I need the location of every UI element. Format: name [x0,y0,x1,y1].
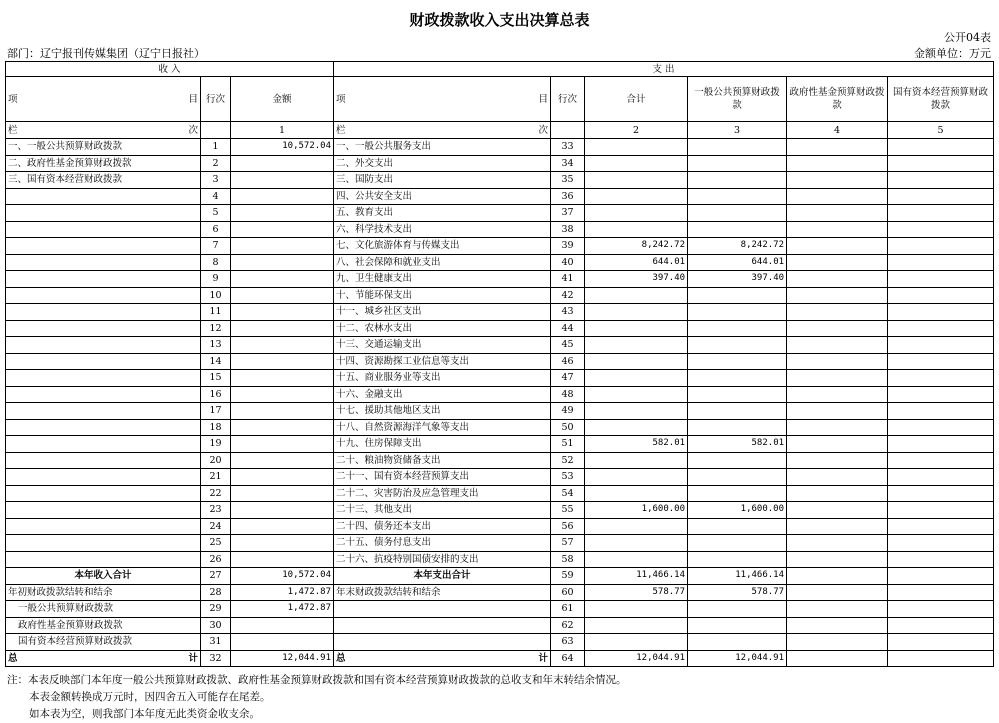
cell-in-item: 三、国有资本经营财政拨款 [6,172,201,189]
cell-state [888,139,994,156]
table-row [6,353,994,370]
cell-ex-item: 二、外交支出 [334,155,551,172]
cell-state [888,485,994,502]
income-amount-header: 金额 [231,77,334,122]
cell-in-item [6,337,201,354]
cell-state [888,502,994,519]
cell-gov [787,271,888,288]
cell-in-amt [231,403,334,420]
cell-in-line: 26 [201,551,231,568]
cell-gov [787,370,888,387]
cell-in-item: 二、政府性基金预算财政拨款 [6,155,201,172]
cell-state [888,188,994,205]
cell-gov [787,502,888,519]
carryover-general-row: 一般公共预算财政拨款 29 1,472.87 61 [6,601,994,618]
cell-gov [787,221,888,238]
cell-ex-line: 48 [551,386,585,403]
cell-ex-line: 34 [551,155,585,172]
cell-in-line: 14 [201,353,231,370]
cell-state [888,221,994,238]
cell-gov [787,419,888,436]
cell-gen: 1,600.00 [688,502,787,519]
cell-in-amt [231,205,334,222]
cell-gen [688,320,787,337]
form-number: 公开04表 [944,31,991,44]
cell-in-item [6,370,201,387]
cell-total [585,304,688,321]
cell-gen [688,139,787,156]
income-header: 收 入 [6,62,334,77]
cell-ex-line: 42 [551,287,585,304]
cell-in-line: 7 [201,238,231,255]
cell-in-amt [231,304,334,321]
cell-in-line: 3 [201,172,231,189]
cell-total [585,452,688,469]
carryover-govfund-row: 政府性基金预算财政拨款 30 62 [6,617,994,634]
cell-total: 1,600.00 [585,502,688,519]
cell-ex-line: 53 [551,469,585,486]
cell-in-amt [231,370,334,387]
cell-state [888,436,994,453]
cell-in-amt [231,238,334,255]
cell-gen [688,419,787,436]
cell-gen [688,221,787,238]
cell-in-item [6,254,201,271]
cell-ex-line: 58 [551,551,585,568]
cell-ex-line: 54 [551,485,585,502]
carryover-state-row: 国有资本经营预算财政拨款 31 63 [6,634,994,651]
table-row [6,155,994,172]
cell-total [585,535,688,552]
header-section-row [6,62,994,77]
expense-line-header: 行次 [551,77,585,122]
department-label: 部门：辽宁报刊传媒集团（辽宁日报社） [7,47,205,60]
cell-state [888,403,994,420]
cell-state [888,287,994,304]
cell-ex-item: 三、国防支出 [334,172,551,189]
table-row [6,320,994,337]
cell-state [888,353,994,370]
cell-ex-line: 55 [551,502,585,519]
cell-ex-item: 二十、粮油物资储备支出 [334,452,551,469]
cell-state [888,419,994,436]
table-row [6,469,994,486]
cell-in-amt [231,551,334,568]
cell-ex-item: 二十五、债务付息支出 [334,535,551,552]
cell-gen [688,304,787,321]
cell-in-line: 22 [201,485,231,502]
cell-gen [688,551,787,568]
cell-in-amt [231,221,334,238]
cell-in-amt [231,502,334,519]
cell-gen [688,287,787,304]
cell-in-line: 20 [201,452,231,469]
amount-unit-label: 金额单位：万元 [914,47,991,60]
cell-in-amt: 10,572.04 [231,139,334,156]
cell-state [888,271,994,288]
cell-gov [787,155,888,172]
table-row [6,551,994,568]
table-row [6,238,994,255]
cell-in-line: 4 [201,188,231,205]
cell-gov [787,452,888,469]
table-row [6,304,994,321]
cell-in-line: 5 [201,205,231,222]
cell-state [888,155,994,172]
cell-ex-item: 六、科学技术支出 [334,221,551,238]
cell-total [585,337,688,354]
cell-gov [787,320,888,337]
cell-total: 8,242.72 [585,238,688,255]
table-row [6,205,994,222]
cell-gov [787,287,888,304]
cell-ex-line: 41 [551,271,585,288]
cell-total [585,155,688,172]
cell-total [585,221,688,238]
table-row [6,254,994,271]
cell-state [888,205,994,222]
cell-state [888,320,994,337]
cell-in-amt [231,320,334,337]
cell-in-item [6,518,201,535]
cell-ex-item: 十三、交通运输支出 [334,337,551,354]
cell-ex-line: 47 [551,370,585,387]
cell-in-line: 13 [201,337,231,354]
cell-in-amt [231,271,334,288]
cell-gov [787,436,888,453]
cell-ex-item: 二十一、国有资本经营预算支出 [334,469,551,486]
cell-gov [787,139,888,156]
expense-header: 支 出 [334,62,994,77]
cell-total [585,205,688,222]
general-budget-header: 一般公共预算财政拨款 [688,77,787,122]
cell-gen [688,205,787,222]
cell-state [888,172,994,189]
table-row [6,403,994,420]
cell-gov [787,403,888,420]
cell-in-line: 6 [201,221,231,238]
year-total-row: 本年收入合计 27 10,572.04 本年支出合计 59 11,466.14 11,466.14 [6,568,994,585]
cell-state [888,386,994,403]
cell-state [888,469,994,486]
cell-in-amt [231,188,334,205]
cell-gen: 582.01 [688,436,787,453]
cell-in-amt [231,337,334,354]
cell-total: 644.01 [585,254,688,271]
cell-state [888,254,994,271]
cell-in-amt [231,452,334,469]
cell-in-amt [231,436,334,453]
table-row [6,485,994,502]
cell-in-amt [231,535,334,552]
cell-gov [787,386,888,403]
note-line-1: 注：本表反映部门本年度一般公共预算财政拨款、政府性基金预算财政拨款和国有资本经营预算财政拨款的总收支和年末转结余情况。 [7,674,627,686]
cell-ex-item: 十一、城乡社区支出 [334,304,551,321]
cell-gov [787,172,888,189]
cell-total: 397.40 [585,271,688,288]
cell-ex-item: 八、社会保障和就业支出 [334,254,551,271]
cell-ex-item: 十二、农林水支出 [334,320,551,337]
cell-in-line: 21 [201,469,231,486]
cell-gen [688,353,787,370]
cell-in-line: 24 [201,518,231,535]
table-row [6,436,994,453]
table-row [6,172,994,189]
cell-total [585,386,688,403]
cell-in-amt [231,155,334,172]
cell-state [888,337,994,354]
cell-gen [688,337,787,354]
note-line-2: 本表金额转换成万元时，因四舍五入可能存在尾差。 [29,691,271,703]
table-row [6,535,994,552]
cell-state [888,535,994,552]
cell-in-item [6,304,201,321]
cell-gov [787,485,888,502]
cell-in-line: 16 [201,386,231,403]
cell-ex-line: 35 [551,172,585,189]
cell-gen [688,188,787,205]
cell-ex-line: 51 [551,436,585,453]
cell-gen [688,386,787,403]
cell-ex-line: 36 [551,188,585,205]
cell-ex-line: 52 [551,452,585,469]
cell-in-amt [231,353,334,370]
cell-total [585,287,688,304]
cell-in-item [6,205,201,222]
cell-total [585,551,688,568]
cell-gen [688,172,787,189]
cell-gen [688,370,787,387]
cell-total [585,485,688,502]
cell-gen [688,535,787,552]
cell-in-amt [231,469,334,486]
cell-total [585,518,688,535]
cell-gov [787,238,888,255]
cell-ex-item: 九、卫生健康支出 [334,271,551,288]
header-column-row [6,77,994,122]
cell-in-item [6,320,201,337]
income-item-header: 项 目 [6,77,201,122]
cell-gov [787,353,888,370]
note-line-3: 如本表为空，则我部门本年度无此类资金收支余。 [29,708,260,720]
cell-in-line: 9 [201,271,231,288]
cell-gov [787,337,888,354]
cell-gen [688,452,787,469]
cell-total [585,370,688,387]
table-row [6,287,994,304]
table-row [6,386,994,403]
cell-ex-item: 二十二、灾害防治及应急管理支出 [334,485,551,502]
cell-in-line: 18 [201,419,231,436]
cell-ex-line: 39 [551,238,585,255]
table-row [6,370,994,387]
table-row [6,452,994,469]
income-line-header: 行次 [201,77,231,122]
cell-in-item [6,469,201,486]
cell-in-item [6,452,201,469]
cell-in-item [6,188,201,205]
cell-in-item [6,287,201,304]
cell-total [585,139,688,156]
cell-in-item [6,221,201,238]
cell-in-item [6,386,201,403]
cell-in-amt [231,386,334,403]
cell-in-line: 11 [201,304,231,321]
cell-in-line: 12 [201,320,231,337]
cell-in-line: 23 [201,502,231,519]
cell-total [585,469,688,486]
cell-gov [787,518,888,535]
table-row [6,139,994,156]
cell-in-amt [231,172,334,189]
table-row [6,419,994,436]
fiscal-summary-table [5,61,994,667]
table-row [6,337,994,354]
cell-gov [787,254,888,271]
cell-ex-line: 33 [551,139,585,156]
table-row [6,502,994,519]
cell-in-line: 25 [201,535,231,552]
cell-in-amt [231,419,334,436]
cell-in-item [6,419,201,436]
cell-state [888,518,994,535]
footnotes [7,672,627,723]
cell-ex-item: 十九、住房保障支出 [334,436,551,453]
cell-ex-line: 56 [551,518,585,535]
cell-state [888,304,994,321]
cell-in-line: 2 [201,155,231,172]
cell-in-item [6,485,201,502]
cell-gen: 8,242.72 [688,238,787,255]
cell-gen: 644.01 [688,254,787,271]
cell-ex-item: 十六、金融支出 [334,386,551,403]
cell-ex-line: 40 [551,254,585,271]
cell-ex-item: 十五、商业服务业等支出 [334,370,551,387]
cell-in-amt [231,254,334,271]
cell-ex-line: 44 [551,320,585,337]
table-row [6,188,994,205]
cell-in-item [6,502,201,519]
cell-ex-item: 七、文化旅游体育与传媒支出 [334,238,551,255]
cell-total [585,320,688,337]
cell-gen [688,155,787,172]
cell-ex-line: 46 [551,353,585,370]
cell-ex-item: 十七、援助其他地区支出 [334,403,551,420]
cell-in-line: 8 [201,254,231,271]
cell-gov [787,551,888,568]
cell-ex-item: 二十六、抗疫特别国债安排的支出 [334,551,551,568]
cell-in-item [6,535,201,552]
cell-ex-line: 45 [551,337,585,354]
table-row [6,221,994,238]
cell-state [888,452,994,469]
cell-ex-item: 二十四、债务还本支出 [334,518,551,535]
cell-in-item [6,436,201,453]
header-index-row: 栏 次 1 栏 次 2 3 4 5 [6,122,994,139]
cell-total [585,172,688,189]
cell-gen [688,518,787,535]
cell-gen [688,469,787,486]
cell-gov [787,535,888,552]
cell-in-line: 10 [201,287,231,304]
cell-total: 582.01 [585,436,688,453]
page-title: 财政拨款收入支出决算总表 [409,11,590,29]
cell-gov [787,304,888,321]
cell-gov [787,469,888,486]
cell-in-item: 一、一般公共预算财政拨款 [6,139,201,156]
cell-in-item [6,551,201,568]
cell-ex-item: 一、一般公共服务支出 [334,139,551,156]
cell-in-line: 17 [201,403,231,420]
cell-ex-item: 四、公共安全支出 [334,188,551,205]
cell-in-item [6,238,201,255]
state-capital-header: 国有资本经营预算财政拨款 [888,77,994,122]
cell-in-amt [231,287,334,304]
cell-in-line: 15 [201,370,231,387]
cell-ex-line: 50 [551,419,585,436]
cell-ex-item: 十八、自然资源海洋气象等支出 [334,419,551,436]
cell-in-line: 1 [201,139,231,156]
cell-gen: 397.40 [688,271,787,288]
cell-in-amt [231,485,334,502]
cell-ex-line: 49 [551,403,585,420]
cell-ex-item: 五、教育支出 [334,205,551,222]
cell-ex-line: 43 [551,304,585,321]
cell-ex-line: 37 [551,205,585,222]
cell-total [585,403,688,420]
cell-gov [787,188,888,205]
cell-in-line: 19 [201,436,231,453]
table-row [6,518,994,535]
cell-in-item [6,353,201,370]
cell-state [888,238,994,255]
cell-in-amt [231,518,334,535]
cell-total [585,353,688,370]
cell-in-item [6,403,201,420]
grand-total-row: 总 计 32 12,044.91 总 计 64 12,044.91 12,044.91 [6,650,994,667]
cell-in-item [6,271,201,288]
table-row [6,271,994,288]
gov-fund-header: 政府性基金预算财政拨款 [787,77,888,122]
cell-gen [688,485,787,502]
cell-ex-item: 十四、资源勘探工业信息等支出 [334,353,551,370]
total-header: 合计 [585,77,688,122]
carryover-row: 年初财政拨款结转和结余 28 1,472.87 年末财政拨款结转和结余 60 578.77 578.77 [6,584,994,601]
cell-total [585,188,688,205]
cell-state [888,370,994,387]
cell-gov [787,205,888,222]
cell-state [888,551,994,568]
expense-item-header: 项 目 [334,77,551,122]
cell-ex-item: 二十三、其他支出 [334,502,551,519]
cell-gen [688,403,787,420]
cell-ex-item: 十、节能环保支出 [334,287,551,304]
cell-total [585,419,688,436]
cell-ex-line: 38 [551,221,585,238]
cell-ex-line: 57 [551,535,585,552]
